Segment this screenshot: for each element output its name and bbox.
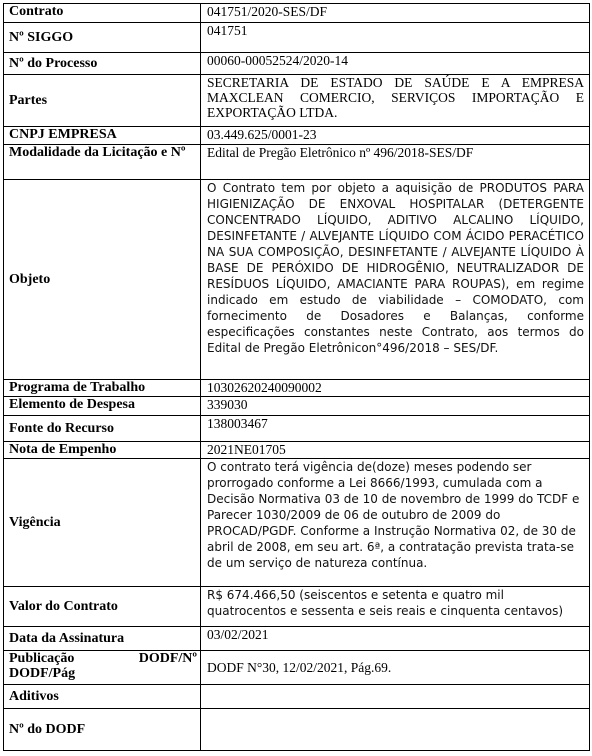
row-publicacao bbox=[4, 651, 590, 685]
row-programa bbox=[4, 380, 590, 397]
row-processo bbox=[4, 53, 590, 75]
value-processo: 00060-00052524/2020-14 bbox=[201, 53, 590, 75]
row-empenho bbox=[4, 442, 590, 459]
label-valor: Valor do Contrato bbox=[4, 587, 201, 627]
label-processo: Nº do Processo bbox=[4, 53, 201, 75]
row-contrato bbox=[4, 4, 590, 23]
label-empenho: Nota de Empenho bbox=[4, 442, 201, 459]
label-cnpj: CNPJ EMPRESA bbox=[4, 127, 201, 145]
row-fonte bbox=[4, 416, 590, 442]
label-publicacao-line2: DODF/Pág bbox=[9, 666, 76, 681]
value-aditivos bbox=[201, 685, 590, 709]
label-fonte: Fonte do Recurso bbox=[4, 416, 201, 442]
value-assinatura: 03/02/2021 bbox=[201, 627, 590, 651]
label-programa: Programa de Trabalho bbox=[4, 380, 201, 397]
row-cnpj bbox=[4, 127, 590, 145]
value-cnpj: 03.449.625/0001-23 bbox=[201, 127, 590, 145]
label-partes: Partes bbox=[4, 75, 201, 127]
label-elemento: Elemento de Despesa bbox=[4, 397, 201, 416]
row-vigencia bbox=[4, 459, 590, 587]
value-valor: R$ 674.466,50 (seiscentos e setenta e quatro mil quatrocentos e sessenta e seis reais e cinquenta centavos) bbox=[201, 587, 590, 627]
value-modalidade: Edital de Pregão Eletrônico nº 496/2018-SES/DF bbox=[201, 145, 590, 180]
value-n-dodf bbox=[201, 709, 590, 751]
row-objeto bbox=[4, 180, 590, 380]
row-elemento bbox=[4, 397, 590, 416]
value-contrato: 041751/2020-SES/DF bbox=[201, 4, 590, 23]
value-vigencia: O contrato terá vigência de(doze) meses podendo ser prorrogado conforme a Lei 8666/1993, cumulada com a Decisão Normativa 03 de 10 de novembro de 1999 do TCDF e Parecer 1030/2009 de 06 de outubro de 2009 do PROCAD/PGDF. Conforme a Instrução Normativa 02, de 30 de abril de 2008, em seu art. 6ª, a contratação prevista trata-se de um serviço de natureza contínua. bbox=[201, 459, 590, 587]
label-publicacao-word: Publicação bbox=[9, 651, 75, 666]
label-modalidade: Modalidade da Licitação e Nº bbox=[4, 145, 201, 180]
label-aditivos: Aditivos bbox=[4, 685, 201, 709]
contract-summary-table bbox=[3, 3, 590, 751]
row-n-dodf bbox=[4, 709, 590, 751]
label-n-dodf: Nº do DODF bbox=[4, 709, 201, 751]
value-publicacao: DODF N°30, 12/02/2021, Pág.69. bbox=[201, 651, 590, 685]
value-elemento: 339030 bbox=[201, 397, 590, 416]
label-publicacao-dodf-n: DODF/Nº bbox=[138, 651, 197, 666]
label-publicacao bbox=[4, 651, 201, 685]
row-assinatura bbox=[4, 627, 590, 651]
label-publicacao-line1 bbox=[9, 651, 197, 666]
label-objeto: Objeto bbox=[4, 180, 201, 380]
value-empenho: 2021NE01705 bbox=[201, 442, 590, 459]
label-siggo: Nº SIGGO bbox=[4, 23, 201, 53]
label-contrato: Contrato bbox=[4, 4, 201, 23]
row-siggo bbox=[4, 23, 590, 53]
label-vigencia: Vigência bbox=[4, 459, 201, 587]
row-partes bbox=[4, 75, 590, 127]
value-partes: SECRETARIA DE ESTADO DE SAÚDE E A EMPRESA MAXCLEAN COMERCIO, SERVIÇOS IMPORTAÇÃO E EXPORTAÇÃO LTDA. bbox=[201, 75, 590, 127]
row-modalidade bbox=[4, 145, 590, 180]
value-programa: 10302620240090002 bbox=[201, 380, 590, 397]
value-fonte: 138003467 bbox=[201, 416, 590, 442]
row-valor bbox=[4, 587, 590, 627]
value-objeto: O Contrato tem por objeto a aquisição de PRODUTOS PARA HIGIENIZAÇÃO DE ENXOVAL HOSPITALAR (DETERGENTE CONCENTRADO LÍQUIDO, ADITIVO ALCALINO LÍQUIDO, DESINFETANTE / ALVEJANTE LÍQUIDO COM ÁCIDO PERACÉTICO NA SUA COMPOSIÇÃO, DESINFETANTE / ALVEJANTE LÍQUIDO À BASE DE PERÓXIDO DE HIDROGÊNIO, NEUTRALIZADOR DE RESÍDUOS LÍQUIDO, AMACIANTE PARA ROUPAS), em regime indicado em estudo de viabilidade – COMODATO, com fornecimento de Dosadores e Balanças, conforme especificações constantes neste Contrato, aos termos do Edital de Pregão Eletrônicon°496/2018 – SES/DF. bbox=[201, 180, 590, 380]
label-assinatura: Data da Assinatura bbox=[4, 627, 201, 651]
row-aditivos bbox=[4, 685, 590, 709]
value-siggo: 041751 bbox=[201, 23, 590, 53]
